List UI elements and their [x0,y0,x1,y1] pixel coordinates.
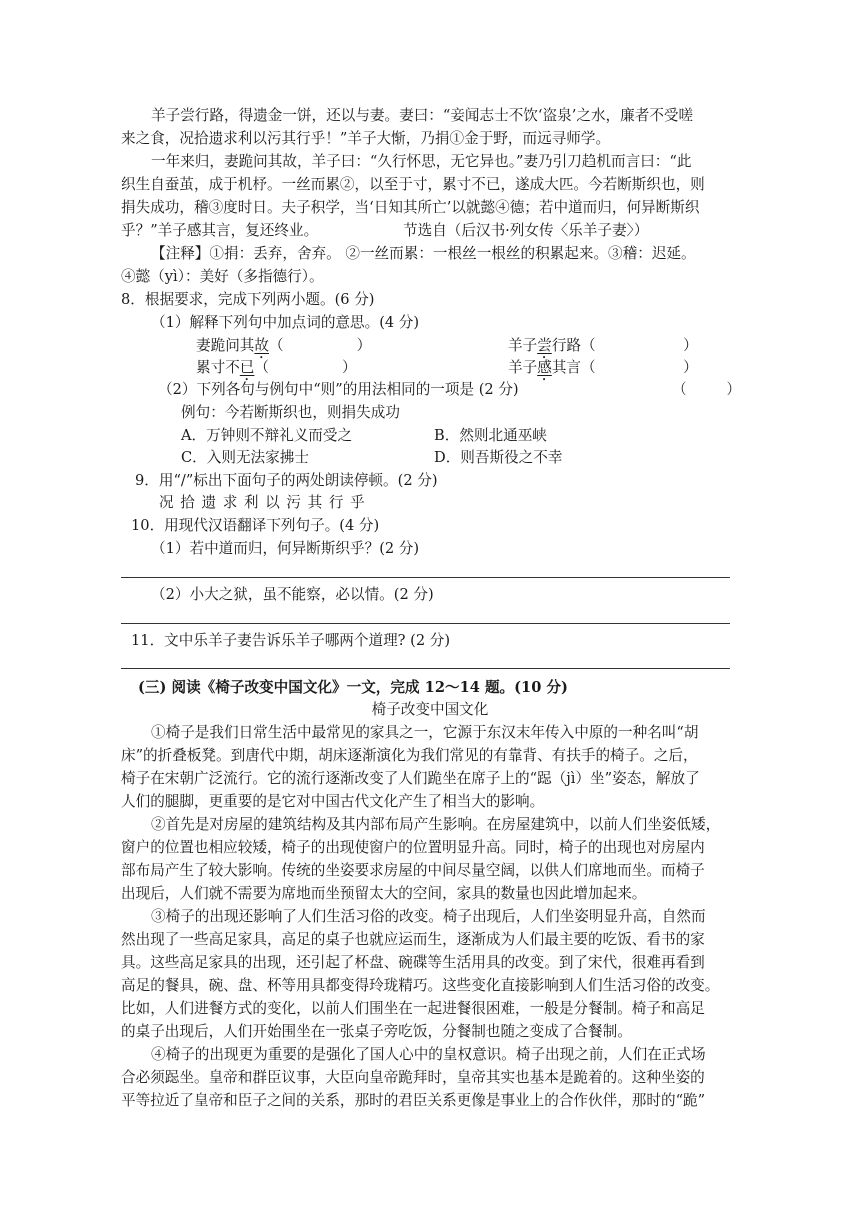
section-heading: (三) 阅读《椅子改变中国文化》一文，完成 12～14 题。(10 分) [138,679,568,696]
dotted-word: 已 [239,359,255,376]
annotation-notes: 【注释】①捐：丢弃，舍弃。 ②一丝而累：一根丝一根丝的积累起来。③稽：迟延。 [151,245,696,262]
word-item-4 [508,357,698,384]
article-line: 部布局产生了较大影响。传统的坐姿要求房屋的中间尽量空阔，以供人们席地而坐。而椅子 [121,862,705,879]
article-line: 床”的折叠板凳。到唐代中期，胡床逐渐演化为我们常见的有靠背、有扶手的椅子。之后， [121,747,698,764]
article-line: ④椅子的出现更为重要的是强化了国人心中的皇权意识。椅子出现之前，人们在正式场 [151,1046,706,1063]
question-8-stem: 8．根据要求，完成下列两小题。(6 分) [121,291,375,308]
annotation-notes: ④懿（yì）：美好（多指德行）。 [121,268,324,285]
article-line: ②首先是对房屋的建筑结构及其内部布局产生影响。在房屋建筑中，以前人们坐姿低矮， [151,816,721,833]
passage-line: 来之食，况拾遗求利以污其行乎！”羊子大惭，乃捐①金于野，而远寻师学。 [121,130,611,147]
article-line: 平等拉近了皇帝和臣子之间的关系，那时的君臣关系更像是事业上的合作伙伴，那时的“跪” [121,1092,706,1109]
option-b[interactable]: B．然则北通巫峡 [434,427,547,444]
article-line: 高足的餐具，碗、盘、杯等用具都变得玲珑精巧。这些变化直接影响到人们生活习俗的改变。 [121,977,720,994]
dotted-word: 尝 [537,337,552,354]
question-10-sentence-1: （1）若中道而归，何异断斯织乎？(2 分) [151,540,420,557]
answer-blank[interactable]: （ ） [581,359,698,376]
pause-sentence: 况 拾 遗 求 利 以 污 其 行 乎 [159,494,366,511]
passage-line: 羊子尝行路，得遗金一饼，还以与妻。妻曰：“妾闻志士不饮‘盗泉’之水，廉者不受嗟 [151,107,694,124]
article-line: ③椅子的出现还影响了人们生活习俗的改变。椅子出现后，人们坐姿明显升高，自然而 [151,908,706,925]
passage-line: 捐失成功，稽③度时日。夫子积学，当‘日知其所亡’以就懿④德；若中道而归，何异断斯织 [121,199,700,216]
question-10-stem: 10．用现代汉语翻译下列句子。(4 分) [131,517,380,534]
word-context: 羊子 [508,359,538,376]
question-9-stem: 9．用“/”标出下面句子的两处朗读停顿。(2 分) [135,472,438,489]
word-context: 行路 [551,337,582,354]
question-10-sentence-2: （2）小大之狱，虽不能察，必以情。(2 分) [151,586,434,603]
article-line: 具。这些高足家具的出现，还引起了杯盘、碗碟等生活用具的改变。到了宋代，很难再看到 [121,954,705,971]
word-context: 其言 [551,359,582,376]
article-title: 椅子改变中国文化 [371,701,489,718]
passage-line: 织生自蚕茧，成于机杼。一丝而累②，以至于寸，累寸不已，遂成大匹。今若断斯织也，则 [121,176,705,193]
dotted-word: 感 [537,359,552,376]
answer-blank[interactable]: （ ） [673,381,740,398]
article-line: 然出现了一些高足家具，高足的桌子也就应运而生，逐渐成为人们最主要的吃饭、看书的家 [121,931,705,948]
answer-blank[interactable]: （ ） [269,337,372,354]
question-8-sub2: （2）下列各句与例句中“则”的用法相同的一项是 (2 分) [158,381,519,398]
answer-line[interactable] [121,577,730,578]
answer-blank[interactable]: （ ） [581,337,698,354]
question-8-sub1: （1）解释下列句中加点词的意思。(4 分) [151,314,420,331]
answer-blank[interactable]: （ ） [254,359,357,376]
answer-line[interactable] [121,668,730,669]
article-line: 的桌子出现后，人们开始围坐在一张桌子旁吃饭，分餐制也随之变成了合餐制。 [121,1023,632,1040]
option-d[interactable]: D．则吾斯役之不幸 [434,449,563,466]
passage-line: 乎？”羊子感其言，复还终业。 [121,222,319,239]
example-sentence: 例句：今若断斯织也，则捐失成功 [181,404,400,421]
word-context: 累寸不 [196,359,240,376]
article-line: ①椅子是我们日常生活中最常见的家具之一，它源于东汉末年传入中原的一种名叫“胡 [151,724,699,741]
article-line: 椅子在宋朝广泛流行。它的流行逐渐改变了人们跪坐在席子上的“跽（jì）坐”姿态，解放了 [121,770,700,787]
article-line: 出现后，人们就不需要为席地而坐预留太大的空间，家具的数量也因此增加起来。 [121,885,647,902]
option-c[interactable]: C．入则无法家拂士 [181,449,309,466]
passage-source: 节选自（后汉书·列女传〈乐羊子妻〉） [403,222,649,239]
word-context: 妻跪问其 [196,337,255,354]
article-line: 人们的腿脚，更重要的是它对中国古代文化产生了相当大的影响。 [121,793,545,810]
question-11-stem: 11．文中乐羊子妻告诉乐羊子哪两个道理? (2 分) [131,632,451,649]
answer-line[interactable] [121,623,730,624]
word-context: 羊子 [508,337,538,354]
article-line: 比如，人们进餐方式的变化，以前人们围坐在一起进餐很困难，一般是分餐制。椅子和高足 [121,1000,705,1017]
passage-line: 一年来归，妻跪问其故，羊子曰：“久行怀思，无它异也。”妻乃引刀趋机而言曰：“此 [151,153,692,170]
article-line: 合必须跽坐。皇帝和群臣议事，大臣向皇帝跪拜时，皇帝其实也基本是跪着的。这种坐姿的 [121,1069,705,1086]
dotted-word: 故 [254,337,269,354]
option-a[interactable]: A．万钟则不辩礼义而受之 [181,427,353,444]
article-line: 窗户的位置也相应较矮，椅子的出现使窗户的位置明显升高。同时，椅子的出现也对房屋内 [121,839,705,856]
